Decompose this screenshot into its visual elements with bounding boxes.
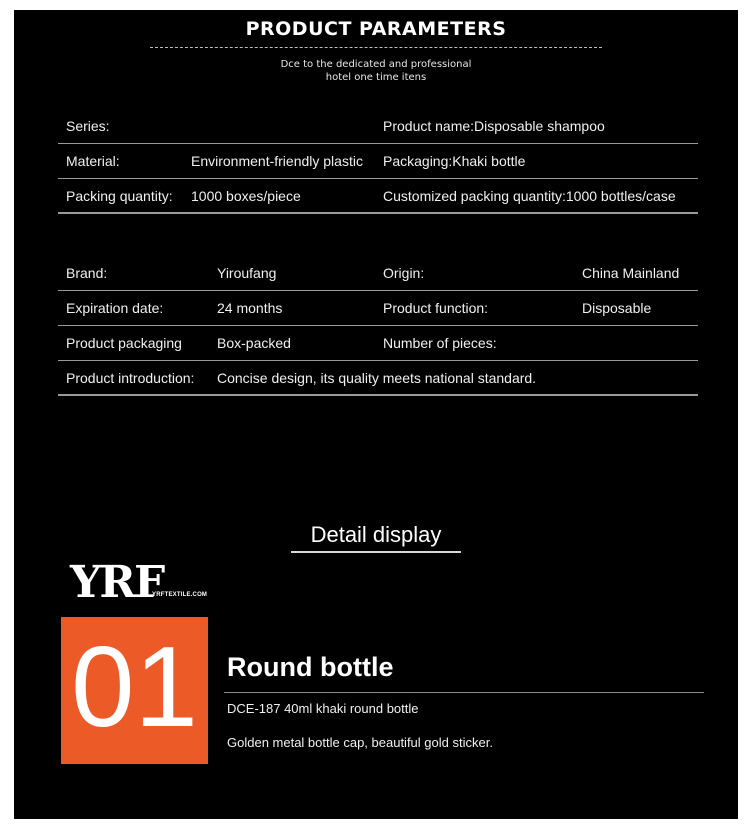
row-label: Brand: — [66, 265, 108, 281]
row-label: Material: — [66, 153, 120, 169]
product-description-1: DCE-187 40ml khaki round bottle — [227, 701, 419, 716]
table-row — [58, 291, 698, 326]
page-title: PRODUCT PARAMETERS — [245, 18, 507, 40]
table-row — [58, 109, 698, 144]
row-label-2: Customized packing quantity:1000 bottles/case — [383, 188, 676, 204]
subtitle-line-1: Dce to the dedicated and professional — [280, 59, 472, 70]
row-label: Series: — [66, 118, 110, 134]
row-value: Yiroufang — [217, 265, 277, 281]
item-number-badge — [61, 617, 208, 764]
table-row — [58, 256, 698, 291]
row-label: Product introduction: — [66, 370, 195, 386]
title-divider — [150, 47, 602, 48]
table-row — [58, 326, 698, 361]
row-value: Concise design, its quality meets national standard. — [217, 370, 537, 386]
row-value: 24 months — [217, 300, 283, 316]
row-label: Expiration date: — [66, 300, 164, 316]
row-value-2: China Mainland — [582, 265, 680, 281]
row-label-2: Product name:Disposable shampoo — [383, 118, 605, 134]
page-subtitle — [14, 58, 738, 84]
parameters-table-1 — [58, 109, 698, 214]
row-label-2: Number of pieces: — [383, 335, 497, 351]
brand-logo-website: YRFTEXTILE.COM — [152, 592, 208, 598]
row-label-2: Product function: — [383, 300, 489, 316]
detail-title-underline — [291, 551, 461, 553]
product-name: Round bottle — [227, 652, 394, 682]
product-sheet — [14, 10, 738, 819]
detail-section-title: Detail display — [310, 522, 442, 547]
product-name-divider — [224, 692, 704, 693]
row-label: Packing quantity: — [66, 188, 173, 204]
row-value: 1000 boxes/piece — [191, 188, 301, 204]
row-value-2: Disposable — [582, 300, 652, 316]
row-value: Environment-friendly plastic — [191, 153, 363, 169]
parameters-table-2 — [58, 256, 698, 396]
table-row — [58, 144, 698, 179]
subtitle-line-2: hotel one time itens — [325, 72, 427, 83]
row-label: Product packaging — [66, 335, 182, 351]
table-row — [58, 361, 698, 396]
row-value: Box-packed — [217, 335, 291, 351]
product-description-2: Golden metal bottle cap, beautiful gold sticker. — [227, 735, 493, 750]
brand-logo: YRF — [70, 557, 164, 608]
row-label-2: Packaging:Khaki bottle — [383, 153, 526, 169]
item-number: 01 — [71, 624, 198, 751]
row-label-2: Origin: — [383, 265, 425, 281]
table-row — [58, 179, 698, 214]
